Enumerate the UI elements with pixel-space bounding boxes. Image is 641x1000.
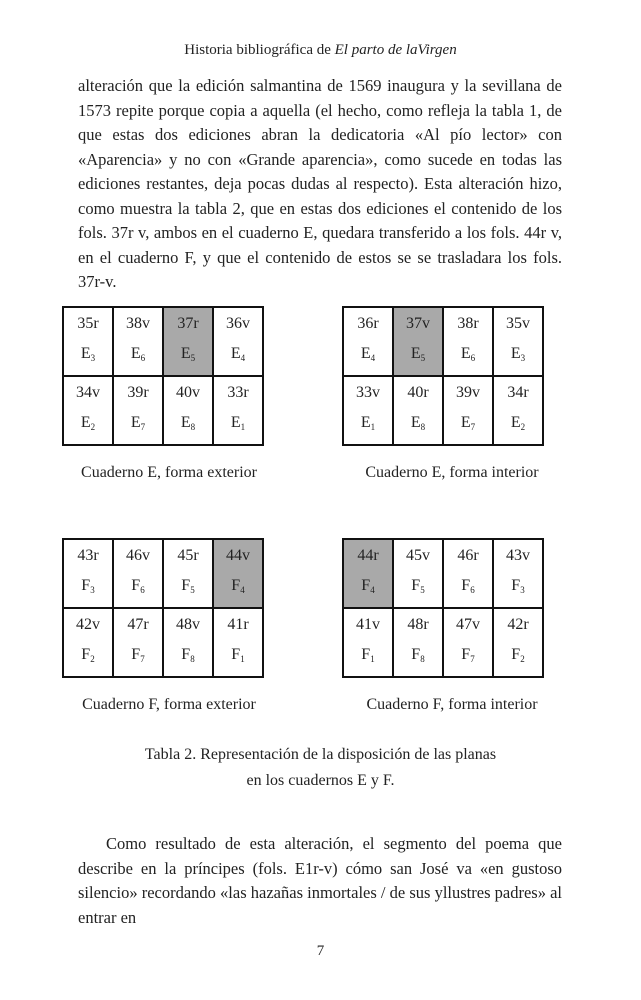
signature-number: 2	[90, 422, 96, 432]
signature-number: 1	[240, 422, 246, 432]
signature-label	[394, 646, 442, 664]
signature-label	[114, 345, 162, 363]
folio-label: 33r	[227, 384, 249, 401]
signature-number: 6	[140, 585, 145, 595]
table-caption-line-1: Tabla 2. Representación de la disposición de las planas	[144, 746, 497, 763]
diagram-row	[343, 539, 543, 608]
signature-label	[444, 577, 492, 595]
folio-label: 38v	[126, 315, 150, 332]
folio-cell	[493, 539, 543, 608]
signature-letter: E	[80, 414, 91, 431]
signature-label	[64, 646, 112, 664]
folio-cell	[63, 608, 113, 677]
folio-cell	[443, 608, 493, 677]
signature-number: 5	[190, 353, 196, 363]
folio-label: 41v	[356, 616, 380, 633]
signature-letter: F	[461, 646, 471, 663]
signature-letter: F	[411, 646, 421, 663]
signature-label	[114, 414, 162, 432]
folio-label: 45v	[406, 547, 430, 564]
signature-letter: E	[360, 414, 371, 431]
signature-letter: F	[231, 646, 241, 663]
diagram-cuaderno-e-interior	[342, 306, 544, 446]
signature-label	[164, 414, 212, 432]
diagram-row	[343, 376, 543, 445]
folio-label: 43v	[506, 547, 530, 564]
folio-cell	[63, 376, 113, 445]
signature-label	[494, 345, 542, 363]
signature-label	[344, 646, 392, 664]
table-caption	[0, 742, 641, 794]
folio-cell	[393, 608, 443, 677]
signature-letter: F	[131, 646, 141, 663]
signature-label	[444, 646, 492, 664]
folio-label: 40r	[407, 384, 429, 401]
signature-label	[394, 414, 442, 432]
diagram-cuaderno-e-exterior	[62, 306, 264, 446]
signature-letter: F	[411, 577, 421, 594]
folio-cell	[343, 539, 393, 608]
signature-letter: E	[230, 345, 241, 362]
folio-label: 45r	[177, 547, 199, 564]
signature-letter: E	[130, 345, 141, 362]
folio-cell	[163, 307, 213, 376]
signature-label	[494, 577, 542, 595]
signature-letter: F	[511, 646, 521, 663]
signature-letter: E	[460, 414, 471, 431]
signature-label	[214, 345, 262, 363]
signature-label	[164, 646, 212, 664]
folio-cell	[213, 376, 263, 445]
signature-label	[344, 414, 392, 432]
folio-label: 33v	[356, 384, 380, 401]
signature-number: 8	[420, 654, 425, 664]
caption-cuaderno-f-exterior: Cuaderno F, forma exterior	[82, 696, 256, 713]
signature-number: 3	[90, 353, 96, 363]
signature-label	[214, 646, 262, 664]
folio-cell	[493, 376, 543, 445]
signature-letter: E	[180, 345, 191, 362]
folio-cell	[343, 376, 393, 445]
diagram-row	[343, 608, 543, 677]
signature-letter: F	[461, 577, 471, 594]
folio-label: 39v	[456, 384, 480, 401]
folio-label: 42r	[507, 616, 529, 633]
diagram-row	[63, 608, 263, 677]
signature-number: 5	[420, 585, 425, 595]
signature-label	[214, 414, 262, 432]
folio-label: 48v	[176, 616, 200, 633]
signature-number: 2	[520, 654, 525, 664]
folio-cell	[63, 307, 113, 376]
folio-label: 40v	[176, 384, 200, 401]
signature-number: 1	[370, 654, 375, 664]
signature-number: 1	[370, 422, 376, 432]
signature-letter: E	[410, 414, 421, 431]
folio-label: 38r	[457, 315, 479, 332]
folio-cell	[443, 376, 493, 445]
signature-letter: E	[80, 345, 91, 362]
signature-letter: F	[361, 577, 371, 594]
caption-cuaderno-f-interior: Cuaderno F, forma interior	[366, 696, 538, 713]
folio-cell	[213, 608, 263, 677]
folio-cell	[113, 539, 163, 608]
signature-letter: F	[81, 577, 91, 594]
diagram-row	[63, 539, 263, 608]
folio-cell	[493, 307, 543, 376]
folio-cell	[63, 539, 113, 608]
signature-letter: F	[81, 646, 91, 663]
signature-number: 7	[140, 654, 145, 664]
diagram-row	[63, 376, 263, 445]
folio-cell	[113, 608, 163, 677]
diagram-row	[63, 307, 263, 376]
folio-label: 46v	[126, 547, 150, 564]
signature-label	[494, 414, 542, 432]
signature-letter: E	[510, 414, 521, 431]
folio-label: 42v	[76, 616, 100, 633]
signature-number: 5	[420, 353, 426, 363]
diagram-row	[343, 307, 543, 376]
signature-label	[344, 577, 392, 595]
signature-number: 8	[190, 422, 196, 432]
signature-label	[64, 345, 112, 363]
signature-number: 2	[90, 654, 95, 664]
signature-letter: E	[360, 345, 371, 362]
signature-number: 8	[420, 422, 426, 432]
folio-label: 34r	[507, 384, 529, 401]
folio-label: 36r	[357, 315, 379, 332]
folio-cell	[343, 307, 393, 376]
caption-cuaderno-e-exterior: Cuaderno E, forma exterior	[81, 464, 257, 481]
signature-letter: F	[231, 577, 241, 594]
signature-number: 2	[520, 422, 526, 432]
diagram-cuaderno-f-exterior	[62, 538, 264, 678]
signature-label	[494, 646, 542, 664]
signature-label	[394, 345, 442, 363]
signature-label	[64, 414, 112, 432]
signature-letter: E	[230, 414, 241, 431]
signature-label	[344, 345, 392, 363]
folio-cell	[113, 307, 163, 376]
signature-number: 7	[470, 422, 476, 432]
header-book-title: El parto de laVirgen	[334, 42, 457, 58]
table-caption-line-2: en los cuadernos E y F.	[246, 772, 395, 789]
signature-number: 1	[240, 654, 245, 664]
diagram-cuaderno-f-interior	[342, 538, 544, 678]
folio-label: 39r	[127, 384, 149, 401]
signature-label	[444, 345, 492, 363]
folio-cell	[213, 539, 263, 608]
folio-cell	[443, 307, 493, 376]
folio-cell	[163, 608, 213, 677]
signature-letter: F	[181, 646, 191, 663]
signature-label	[64, 577, 112, 595]
signature-number: 4	[240, 353, 246, 363]
folio-label: 41r	[227, 616, 249, 633]
signature-letter: E	[410, 345, 421, 362]
signature-letter: F	[181, 577, 191, 594]
folio-cell	[393, 307, 443, 376]
folio-cell	[213, 307, 263, 376]
folio-label: 37r	[177, 315, 199, 332]
folio-label: 46r	[457, 547, 479, 564]
signature-number: 6	[140, 353, 146, 363]
folio-label: 47v	[456, 616, 480, 633]
signature-number: 3	[520, 353, 526, 363]
signature-letter: E	[130, 414, 141, 431]
folio-label: 35r	[77, 315, 99, 332]
signature-number: 3	[520, 585, 525, 595]
folio-label: 36v	[226, 315, 250, 332]
running-header	[0, 42, 641, 59]
signature-letter: F	[131, 577, 141, 594]
signature-label	[394, 577, 442, 595]
signature-letter: F	[511, 577, 521, 594]
signature-label	[164, 577, 212, 595]
folio-cell	[163, 376, 213, 445]
folio-label: 35v	[506, 315, 530, 332]
folio-cell	[493, 608, 543, 677]
signature-label	[164, 345, 212, 363]
caption-cuaderno-e-interior: Cuaderno E, forma interior	[365, 464, 539, 481]
body-paragraph-1: alteración que la edición salmantina de 1569 inaugura y la sevillana de 1573 repite porque copia a aquella (el hecho, como refleja la tabla 1, de que estas dos ediciones abran la dedicatoria «Al pío lector» con «Aparencia» y no con «Grande aparencia», como sucede en todas las ediciones restantes, deja pocas dudas al respecto). Esta alteración hizo, como muestra la tabla 2, que en estas dos ediciones el contenido de los fols. 37r v, ambos en el cuaderno E, quedara transferido a los fols. 44r v, en el cuaderno F, y que el contenido de estos se se trasladara los fols. 37r-v.	[78, 76, 562, 291]
page-number: 7	[316, 943, 325, 959]
folio-label: 37v	[406, 315, 430, 332]
signature-number: 4	[240, 585, 245, 595]
folio-label: 47r	[127, 616, 149, 633]
signature-label	[444, 414, 492, 432]
folio-cell	[113, 376, 163, 445]
signature-letter: E	[180, 414, 191, 431]
folio-label: 44v	[226, 547, 250, 564]
signature-number: 6	[470, 585, 475, 595]
folio-cell	[393, 376, 443, 445]
header-prefix: Historia bibliográfica de	[184, 42, 335, 58]
folio-cell	[443, 539, 493, 608]
folio-label: 34v	[76, 384, 100, 401]
signature-number: 5	[190, 585, 195, 595]
signature-number: 7	[140, 422, 146, 432]
signature-label	[114, 577, 162, 595]
body-paragraph-2: Como resultado de esta alteración, el segmento del poema que describe en la príncipes (fols. E1r-v) cómo san José va «en gustoso silencio» recordando «las hazañas inmortales / de sus yllustres padres» al entrar en	[78, 834, 562, 927]
folio-label: 43r	[77, 547, 99, 564]
signature-letter: E	[510, 345, 521, 362]
signature-number: 7	[470, 654, 475, 664]
signature-number: 4	[370, 585, 375, 595]
signature-number: 8	[190, 654, 195, 664]
signature-label	[214, 577, 262, 595]
folio-label: 48r	[407, 616, 429, 633]
folio-cell	[163, 539, 213, 608]
signature-number: 4	[370, 353, 376, 363]
signature-number: 3	[90, 585, 95, 595]
signature-label	[114, 646, 162, 664]
folio-cell	[393, 539, 443, 608]
signature-number: 6	[470, 353, 476, 363]
folio-cell	[343, 608, 393, 677]
signature-letter: E	[460, 345, 471, 362]
folio-label: 44r	[357, 547, 379, 564]
signature-letter: F	[361, 646, 371, 663]
